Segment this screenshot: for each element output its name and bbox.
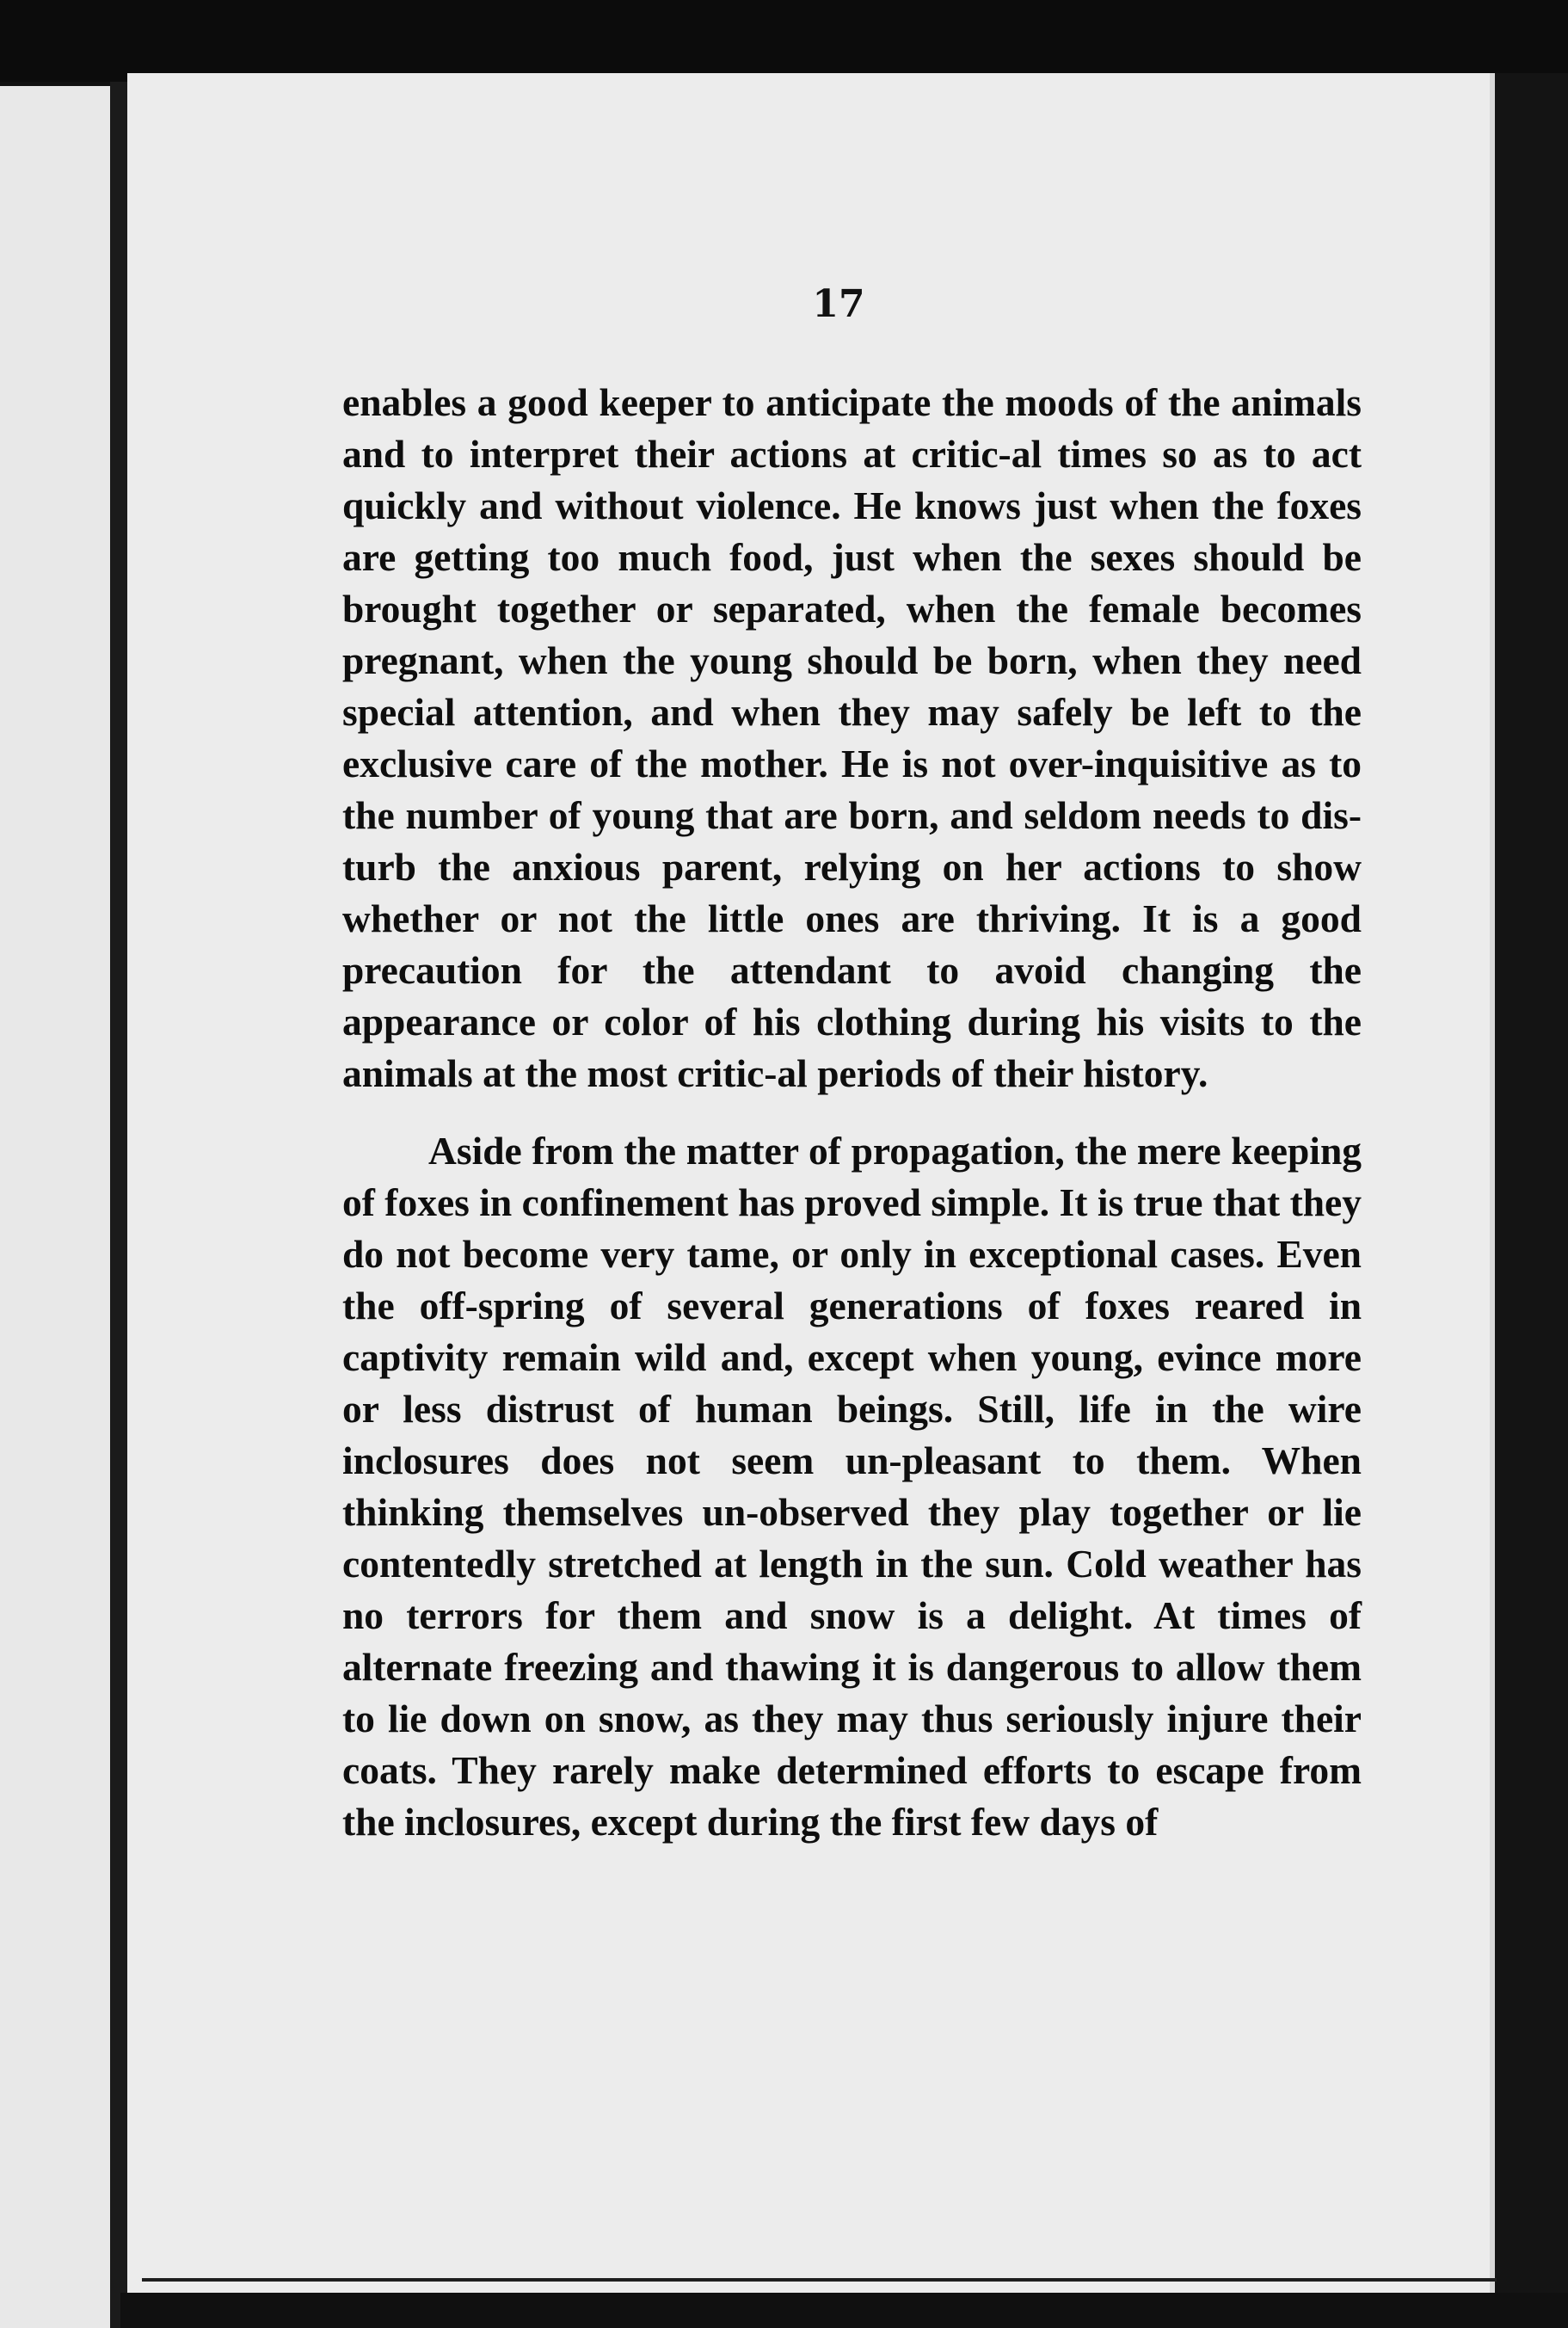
paragraph: Aside from the matter of propagation, the mere keeping of foxes in confinement has proved simple. It is true that they do not become very tame, or only in exceptional cases. Even the off-spring of several generations of foxes reared in captivity remain wild and, except when young, evince more or less distrust of human beings. Still, life in the wire inclosures does not seem un-pleasant to them. When thinking themselves un-observed they play together or lie contentedly stretched at length in the sun. Cold weather has no terrors for them and snow is a delight. At times of alternate freezing and thawing it is dangerous to allow them to lie down on snow, as they may thus seriously injure their coats. They rarely make determined efforts to escape from the inclosures, except during the first few days of xyxy=(342,1129,1362,1844)
binding-shadow xyxy=(110,82,127,2328)
scan-right-border xyxy=(1495,73,1568,2328)
page-number: 17 xyxy=(812,282,865,326)
facing-page-edge xyxy=(0,86,120,2328)
scan-top-border xyxy=(0,0,1568,82)
paragraph: enables a good keeper to anticipate the moods of the animals and to interpret their actions at critic-al times so as to act quickly and without violence. He knows just when the foxes are getting too much food, just when the sexes should be brought together or separated, when the female becomes pregnant, when the young should be born, when they need special attention, and when they may safely be left to the exclusive care of the mother. He is not over-inquisitive as to the number of young that are born, and seldom needs to dis-turb the anxious parent, relying on her actions to show whether or not the little ones are thriving. It is a good precaution for the attendant to avoid changing the appearance or color of his clothing during his visits to the animals at the most critic-al periods of their history. xyxy=(342,380,1362,1095)
body-text xyxy=(342,377,1362,1848)
page-bottom-rule xyxy=(142,2278,1497,2282)
scan-bottom-border xyxy=(120,2293,1568,2328)
